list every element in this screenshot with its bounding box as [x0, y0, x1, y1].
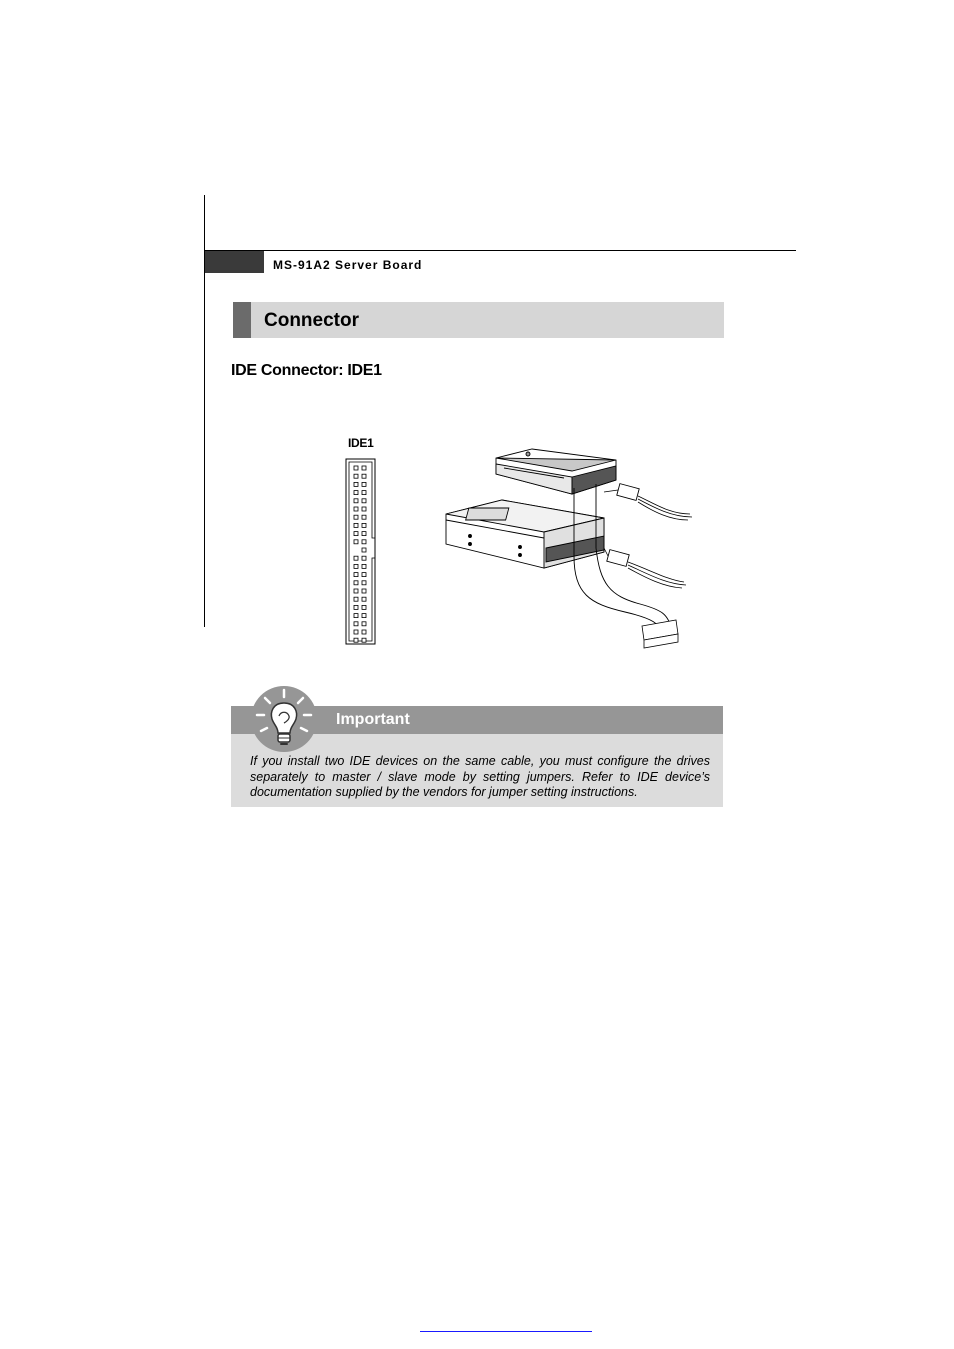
connector-pin	[362, 638, 366, 642]
connector-pin	[362, 515, 366, 519]
connector-pin	[362, 605, 366, 609]
connector-pin	[362, 466, 366, 470]
connector-pin	[354, 597, 358, 601]
connector-pin	[362, 589, 366, 593]
connector-pin	[354, 556, 358, 560]
ide-connector-diagram	[344, 458, 378, 646]
ide-drives-illustration	[440, 444, 700, 654]
section-banner	[233, 302, 724, 338]
connector-pin	[354, 614, 358, 618]
connector-pin	[362, 482, 366, 486]
connector-pin	[362, 556, 366, 560]
connector-pin	[362, 564, 366, 568]
connector-pin	[362, 597, 366, 601]
important-title: Important	[336, 711, 410, 728]
connector-pin	[354, 573, 358, 577]
connector-pin	[354, 589, 358, 593]
connector-pin	[354, 605, 358, 609]
connector-pin	[354, 499, 358, 503]
connector-pin	[354, 515, 358, 519]
connector-pin	[362, 507, 366, 511]
connector-pin	[354, 507, 358, 511]
connector-pin	[354, 630, 358, 634]
connector-pin	[362, 499, 366, 503]
connector-pin	[354, 581, 358, 585]
connector-pin	[354, 622, 358, 626]
connector-pin	[354, 532, 358, 536]
connector-pin	[362, 540, 366, 544]
connector-pin	[354, 466, 358, 470]
connector-pin	[362, 573, 366, 577]
footer-link-underline	[420, 1331, 592, 1332]
header-block	[205, 251, 264, 273]
connector-label: IDE1	[348, 436, 374, 450]
important-text: If you install two IDE devices on the same cable, you must configure the drives separately to master / slave mode by setting jumpers. Refer to IDE device’s documentation supplied by the vendors for jumper setting instructions.	[250, 754, 710, 800]
lightbulb-icon	[251, 684, 317, 754]
section-title: Connector	[264, 310, 359, 331]
connector-pin	[354, 564, 358, 568]
connector-pin	[362, 630, 366, 634]
connector-pin	[362, 474, 366, 478]
connector-pin	[354, 474, 358, 478]
connector-pin	[354, 638, 358, 642]
connector-pin	[362, 491, 366, 495]
section-banner-accent	[233, 302, 251, 338]
connector-pin	[354, 523, 358, 527]
subheading: IDE Connector: IDE1	[231, 362, 382, 379]
connector-pin	[362, 523, 366, 527]
connector-pin	[362, 532, 366, 536]
connector-pin	[362, 581, 366, 585]
header-rule	[204, 250, 796, 251]
connector-pin	[362, 622, 366, 626]
running-header: MS-91A2 Server Board	[273, 258, 423, 272]
connector-pin	[354, 491, 358, 495]
connector-pin	[362, 614, 366, 618]
connector-pin	[354, 482, 358, 486]
connector-pin	[362, 548, 366, 552]
connector-pin	[354, 540, 358, 544]
